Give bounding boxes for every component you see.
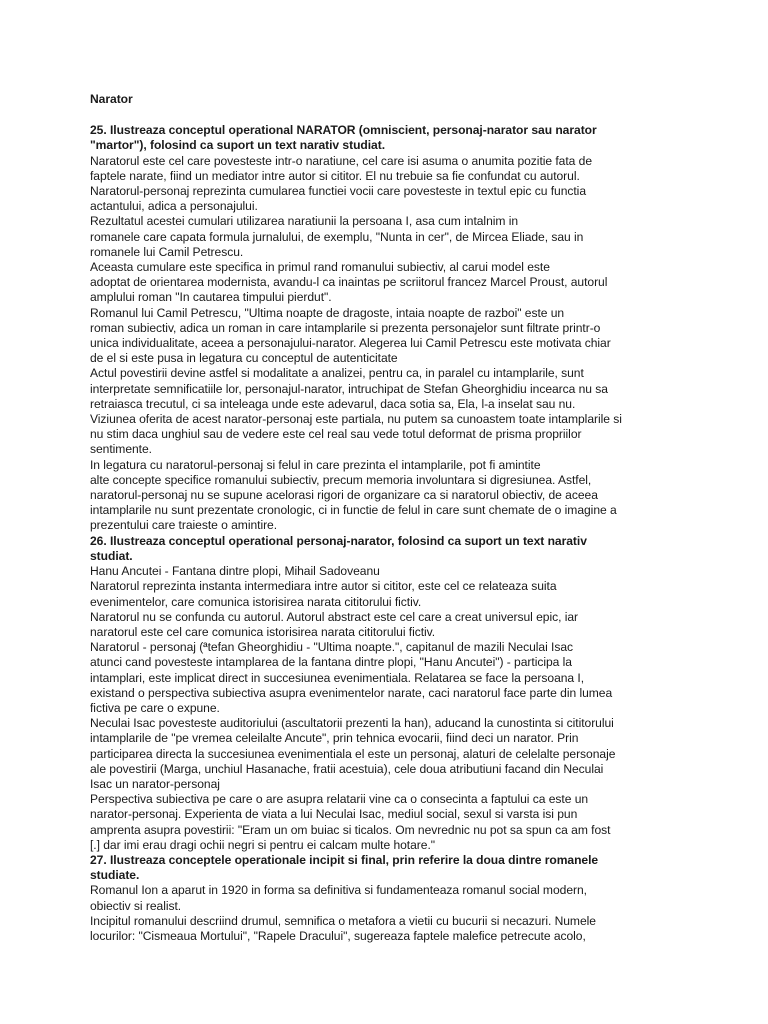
question-heading-line: 27. Ilustreaza conceptele operationale incipit si final, prin referire la doua dintre romanele — [90, 852, 599, 867]
text-line: In legatura cu naratorul-personaj si felul in care prezinta el intamplarile, pot fi amintite — [90, 457, 541, 472]
text-line: Isac un narator-personaj — [90, 776, 220, 791]
text-line: Naratorul - personaj (ªtefan Gheorghidiu - "Ultima noapte.", capitanul de mazili Neculai Isac — [90, 640, 573, 655]
text-line: Naratorul nu se confunda cu autorul. Autorul abstract este cel care a creat universul epic, iar — [90, 609, 579, 624]
text-line: actantului, adica a personajului. — [90, 199, 258, 214]
text-line: Neculai Isac povesteste auditoriului (ascultatorii prezenti la han), aducand la cunostinta si cititorului — [90, 716, 614, 731]
text-line: retraiasca trecutul, ci sa inteleaga unde este adevarul, daca sotia sa, Ela, l-a inselat sau nu. — [90, 396, 576, 411]
text-line: Romanul Ion a aparut in 1920 in forma sa definitiva si fundamenteaza romanul social modern, — [90, 883, 587, 898]
text-line: Actul povestirii devine astfel si modalitate a analizei, pentru ca, in paralel cu intamplarile, sunt — [90, 366, 584, 381]
text-line: participarea directa la succesiunea evenimentiala el este un personaj, alaturi de celelalte personaje — [90, 746, 616, 761]
question-heading-line: 26. Ilustreaza conceptul operational personaj-narator, folosind ca suport un text narativ — [90, 533, 587, 548]
text-line: intamplarile de "pe vremea celeilalte Ancute", prin tehnica evocarii, fiind deci un narator. Prin — [90, 731, 579, 746]
text-line: interpretate semnificatiile lor, personajul-narator, intruchipat de Stefan Gheorghidiu incearca nu sa — [90, 381, 608, 396]
text-line: naratorul este cel care comunica istorisirea narata cititorului fictiv. — [90, 624, 436, 639]
text-line: roman subiectiv, adica un roman in care intamplarile si prezenta personajelor sunt filtrate printr-o — [90, 320, 601, 335]
text-line: nu stim daca unghiul sau de vedere este cel real sau vede totul deformat de prisma propriilor — [90, 427, 582, 442]
text-line: evenimentelor, care comunica istorisirea narata cititorului fictiv. — [90, 594, 422, 609]
text-line: Naratorul reprezinta instanta intermediara intre autor si cititor, este cel ce relateaza suita — [90, 579, 557, 594]
text-line: faptele narate, fiind un mediator intre autor si cititor. El nu trebuie sa fie confundat cu autorul. — [90, 168, 580, 183]
text-line: prezentului care traieste o amintire. — [90, 518, 278, 533]
document-title: Narator — [90, 92, 133, 106]
text-line: amplului roman "In cautarea timpului pierdut". — [90, 290, 332, 305]
text-line: Naratorul-personaj reprezinta cumularea functiei vocii care povesteste in textul epic cu functia — [90, 184, 586, 199]
text-line: intamplari, este implicat direct in succesiunea evenimentiala. Relatarea se face la persoana I, — [90, 670, 585, 685]
text-line: existand o perspectiva subiectiva asupra evenimentelor narate, caci naratorul face parte din lumea — [90, 685, 613, 700]
text-line: Naratorul este cel care povesteste intr-o naratiune, cel care isi asuma o anumita pozitie fata de — [90, 153, 593, 168]
text-line: Romanul lui Camil Petrescu, "Ultima noapte de dragoste, intaia noapte de razboi" este un — [90, 305, 565, 320]
text-line: adoptat de orientarea modernista, avandu-l ca inaintas pe scriitorul francez Marcel Proust, autorul — [90, 275, 608, 290]
text-line: ale povestirii (Marga, unchiul Hasanache, fratii acestuia), cele doua atributiuni facand din Neculai — [90, 761, 604, 776]
text-line: obiectiv si realist. — [90, 898, 182, 913]
document-body — [90, 92, 730, 944]
text-line: narator-personaj. Experienta de viata a lui Neculai Isac, mediul social, sexul si varsta isi pun — [90, 807, 578, 822]
question-heading-line: studiate. — [90, 868, 140, 883]
text-line: de el si este pusa in legatura cu conceptul de autenticitate — [90, 351, 398, 366]
question-heading-line: studiat. — [90, 548, 133, 563]
text-line: intamplarile nu sunt prezentate cronologic, ci in functie de felul in care sunt chemate de o imagine a — [90, 503, 617, 518]
text-line: [.] dar imi erau dragi ochii negri si pentru ei calcam multe hotare." — [90, 837, 436, 852]
question-heading-line: "martor"), folosind ca suport un text narativ studiat. — [90, 138, 386, 153]
text-line: Perspectiva subiectiva pe care o are asupra relatarii vine ca o consecinta a faptului ca este un — [90, 792, 589, 807]
text-line: Viziunea oferita de acest narator-personaj este partiala, nu putem sa cunoastem toate intamplarile si — [90, 412, 622, 427]
text-line: Incipitul romanului descriind drumul, semnifica o metafora a vietii cu bucurii si necazuri. Numele — [90, 913, 596, 928]
text-line: unica individualitate, aceea a personajului-narator. Alegerea lui Camil Petrescu este motivata chiar — [90, 336, 611, 351]
text-line: Rezultatul acestei cumulari utilizarea naratiunii la persoana I, asa cum intalnim in — [90, 214, 519, 229]
text-line: sentimente. — [90, 442, 152, 457]
text-line: atunci cand povesteste intamplarea de la fantana dintre plopi, "Hanu Ancutei") - participa la — [90, 655, 572, 670]
document-text — [90, 123, 730, 944]
text-line: locurilor: "Cismeaua Mortului", "Rapele Dracului", sugereaza faptele malefice petrecute acolo, — [90, 928, 586, 943]
text-line: romanele care capata formula jurnalului, de exemplu, "Nunta in cer", de Mircea Eliade, sau in — [90, 229, 584, 244]
question-heading-line: 25. Ilustreaza conceptul operational NARATOR (omniscient, personaj-narator sau narator — [90, 123, 597, 138]
text-line: Hanu Ancutei - Fantana dintre plopi, Mihail Sadoveanu — [90, 564, 380, 579]
text-line: Aceasta cumulare este specifica in primul rand romanului subiectiv, al carui model este — [90, 260, 550, 275]
text-line: amprenta asupra povestirii: "Eram un om buiac si ticalos. Om nevrednic nu pot sa spun ca am fost — [90, 822, 611, 837]
text-line: naratorul-personaj nu se supune acelorasi rigori de organizare ca si naratorul obiectiv, de aceea — [90, 488, 598, 503]
text-line: romanele lui Camil Petrescu. — [90, 244, 244, 259]
text-line: fictiva pe care o expune. — [90, 700, 220, 715]
text-line: alte concepte specifice romanului subiectiv, precum memoria involuntara si digresiunea. Astfel, — [90, 472, 592, 487]
